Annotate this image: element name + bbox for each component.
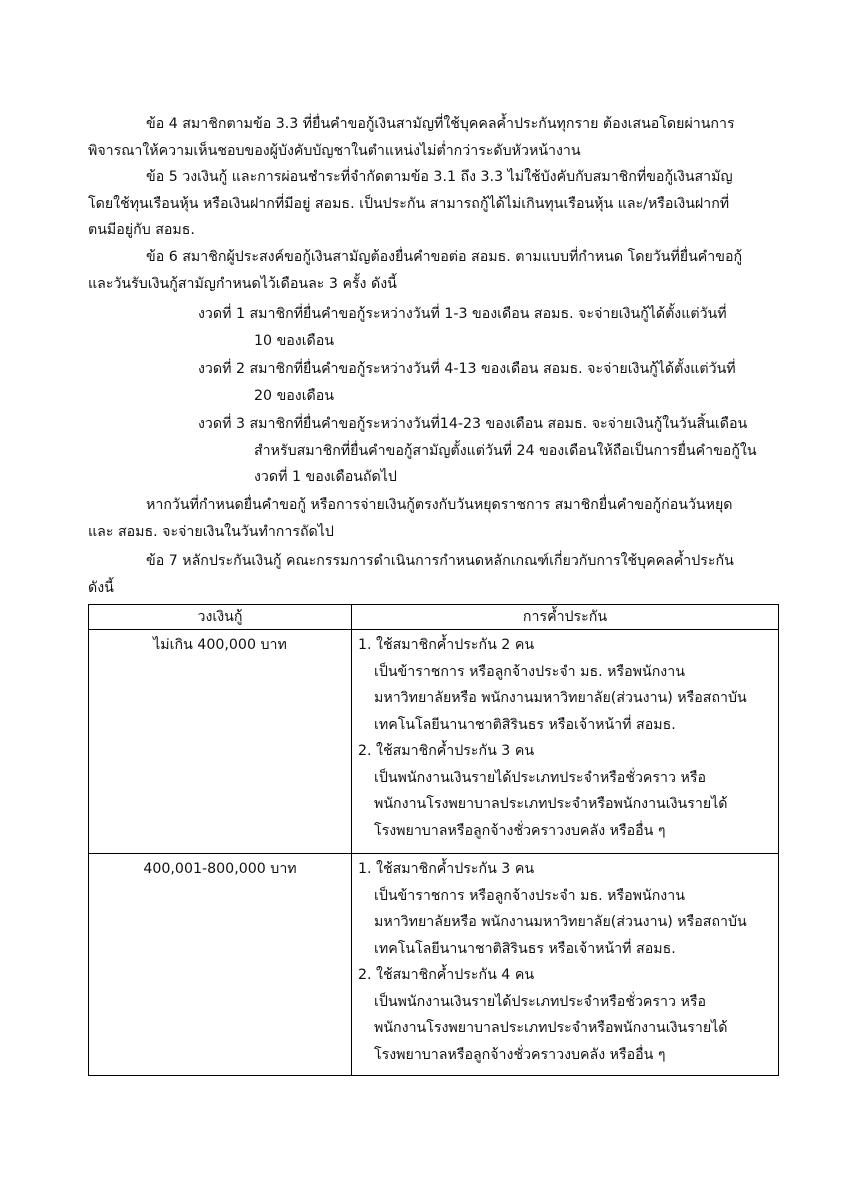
guarantee-item-head: 1. ใช้สมาชิกค้ำประกัน 2 คน xyxy=(358,637,535,653)
guarantee-item-line: พนักงานโรงพยาบาลประเภทประจำหรือพนักงานเงินรายได้ xyxy=(374,1020,728,1036)
guarantee-item-line: พนักงานโรงพยาบาลประเภทประจำหรือพนักงานเงินรายได้ xyxy=(374,796,728,812)
clause-4-line-1: ข้อ 4 สมาชิกตามข้อ 3.3 ที่ยื่นคำขอกู้เงินสามัญที่ใช้บุคคลค้ำประกันทุกราย ต้องเสนอโดยผ่านการ xyxy=(146,116,735,132)
amount-cell: 400,001-800,000 บาท xyxy=(89,854,352,1076)
clause-6-line-2: และวันรับเงินกู้สามัญกำหนดไว้เดือนละ 3 ครั้ง ดังนี้ xyxy=(88,275,397,292)
round-3 xyxy=(198,411,788,491)
holiday-line-1: หากวันที่กำหนดยื่นคำขอกู้ หรือการจ่ายเงินกู้ตรงกับวันหยุดราชการ สมาชิกยื่นคำขอกู้ก่อนวันหยุด xyxy=(146,497,733,513)
guarantee-item-head: 1. ใช้สมาชิกค้ำประกัน 3 คน xyxy=(358,861,535,877)
clause-4 xyxy=(88,111,778,164)
guarantee-item-head: 2. ใช้สมาชิกค้ำประกัน 4 คน xyxy=(358,967,535,983)
clause-7-line-2: ดังนี้ xyxy=(88,579,114,596)
guarantee-item-line: เทคโนโลยีนานาชาติสิรินธร หรือเจ้าหน้าที่ สอมธ. xyxy=(374,716,676,733)
guarantee-item-line: มหาวิทยาลัยหรือ พนักงานมหาวิทยาลัย(ส่วนงาน) หรือสถาบัน xyxy=(374,914,747,930)
holiday-clause xyxy=(88,492,778,545)
clause-7-line-1: ข้อ 7 หลักประกันเงินกู้ คณะกรรมการดำเนินการกำหนดหลักเกณฑ์เกี่ยวกับการใช้บุคคลค้ำประกัน xyxy=(146,553,734,569)
clause-6-line-1: ข้อ 6 สมาชิกผู้ประสงค์ขอกู้เงินสามัญต้องยื่นคำขอต่อ สอมธ. ตามแบบที่กำหนด โดยวันที่ยื่นคำขอกู้ xyxy=(146,249,743,265)
table-row xyxy=(89,630,779,854)
guarantee-item-line: เทคโนโลยีนานาชาติสิรินธร หรือเจ้าหน้าที่ สอมธ. xyxy=(374,940,676,957)
guarantee-table xyxy=(88,604,779,1076)
holiday-line-2: และ สอมธ. จะจ่ายเงินในวันทำการถัดไป xyxy=(88,523,334,540)
guarantee-item-line: โรงพยาบาลหรือลูกจ้างชั่วคราวงบคลัง หรืออื่น ๆ xyxy=(374,1046,666,1063)
table-header-row xyxy=(89,605,779,630)
amount-cell: ไม่เกิน 400,000 บาท xyxy=(89,630,352,854)
round-2-line-2: 20 ของเดือน xyxy=(254,387,334,404)
clause-5-line-3: ตนมีอยู่กับ สอมธ. xyxy=(88,222,195,238)
round-3-line-2: สำหรับสมาชิกที่ยื่นคำขอกู้สามัญตั้งแต่วันที่ 24 ของเดือนให้ถือเป็นการยื่นคำขอกู้ใน xyxy=(254,442,757,459)
guarantee-item-line: โรงพยาบาลหรือลูกจ้างชั่วคราวงบคลัง หรืออื่น ๆ xyxy=(374,822,666,839)
clause-7 xyxy=(88,548,778,601)
clause-5-line-2: โดยใช้ทุนเรือนหุ้น หรือเงินฝากที่มีอยู่ สอมธ. เป็นประกัน สามารถกู้ได้ไม่เกินทุนเรือนหุ้น และ/หรือเงินฝากที่ xyxy=(88,195,730,212)
round-1-line-2: 10 ของเดือน xyxy=(254,332,334,349)
clause-5 xyxy=(88,164,778,244)
round-3-line-1: งวดที่ 3 สมาชิกที่ยื่นคำขอกู้ระหว่างวันที่14-23 ของเดือน สอมธ. จะจ่ายเงินกู้ในวันสิ้นเดือน xyxy=(198,416,748,432)
round-1-line-1: งวดที่ 1 สมาชิกที่ยื่นคำขอกู้ระหว่างวันที่ 1-3 ของเดือน สอมธ. จะจ่ายเงินกู้ได้ตั้งแต่วันที่ xyxy=(198,306,727,322)
round-3-line-3: งวดที่ 1 ของเดือนถัดไป xyxy=(254,469,397,485)
guarantee-item-line: เป็นข้าราชการ หรือลูกจ้างประจำ มธ. หรือพนักงาน xyxy=(374,887,685,904)
header-guarantee: การค้ำประกัน xyxy=(352,605,779,630)
guarantee-item-line: มหาวิทยาลัยหรือ พนักงานมหาวิทยาลัย(ส่วนงาน) หรือสถาบัน xyxy=(374,690,747,706)
guarantee-cell xyxy=(352,630,779,854)
clause-5-line-1: ข้อ 5 วงเงินกู้ และการผ่อนชำระที่จำกัดตามข้อ 3.1 ถึง 3.3 ไม่ใช้บังคับกับสมาชิกที่ขอกู้เงินสามัญ xyxy=(146,169,733,185)
guarantee-item-head: 2. ใช้สมาชิกค้ำประกัน 3 คน xyxy=(358,743,535,759)
guarantee-cell xyxy=(352,854,779,1076)
round-2 xyxy=(198,356,788,409)
header-amount: วงเงินกู้ xyxy=(89,605,352,630)
guarantee-item-line: เป็นพนักงานเงินรายได้ประเภทประจำหรือชั่วคราว หรือ xyxy=(374,993,706,1010)
clause-4-line-2: พิจารณาให้ความเห็นชอบของผู้บังคับบัญชาในตำแหน่งไม่ต่ำกว่าระดับหัวหน้างาน xyxy=(88,142,581,159)
round-1 xyxy=(198,301,788,354)
round-2-line-1: งวดที่ 2 สมาชิกที่ยื่นคำขอกู้ระหว่างวันที่ 4-13 ของเดือน สอมธ. จะจ่ายเงินกู้ได้ตั้งแต่วันที่ xyxy=(198,361,736,377)
guarantee-item-line: เป็นพนักงานเงินรายได้ประเภทประจำหรือชั่วคราว หรือ xyxy=(374,769,706,786)
clause-6 xyxy=(88,244,778,297)
table-row xyxy=(89,854,779,1076)
guarantee-item-line: เป็นข้าราชการ หรือลูกจ้างประจำ มธ. หรือพนักงาน xyxy=(374,663,685,680)
